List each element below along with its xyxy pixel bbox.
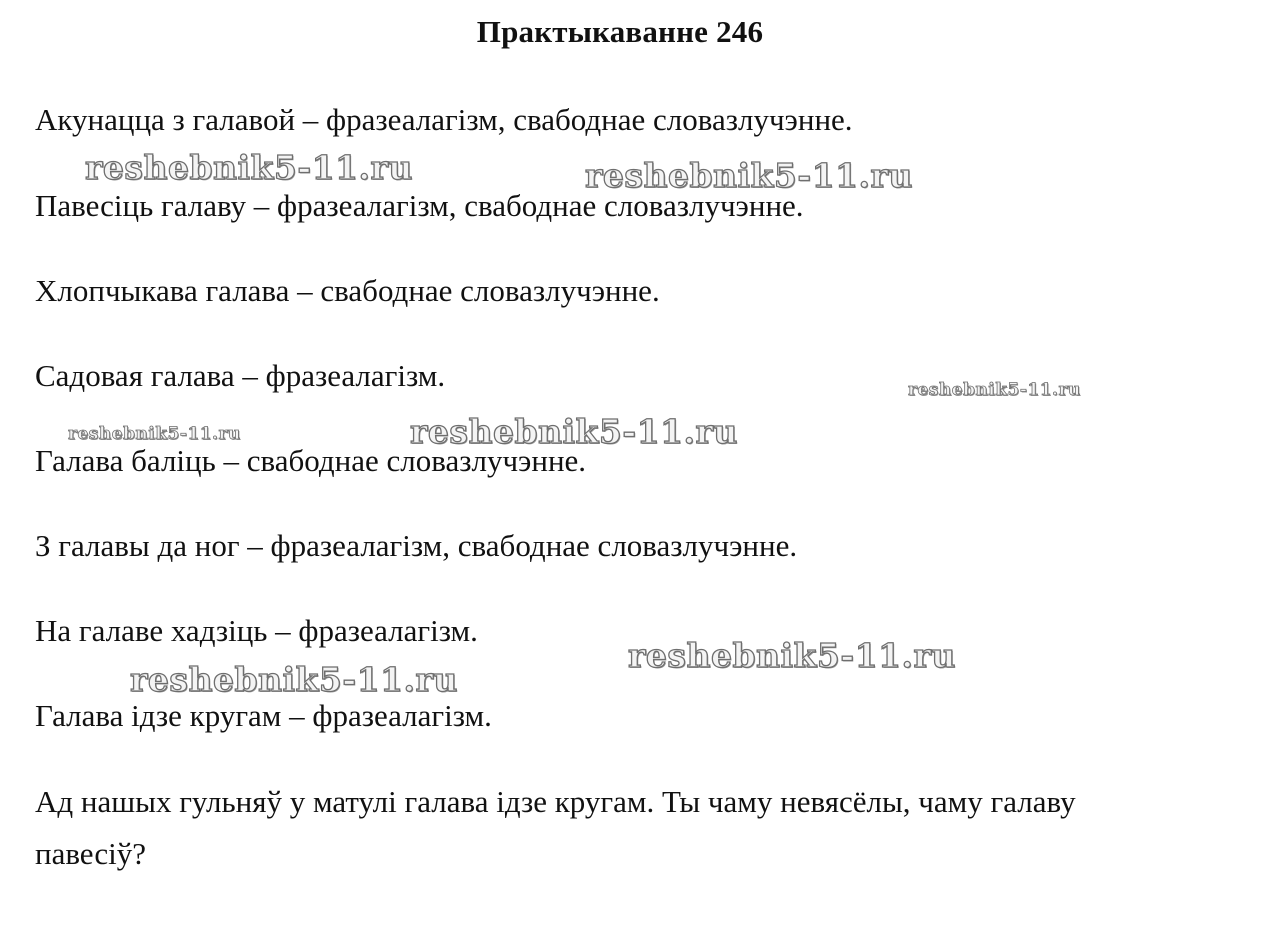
watermark: reshebnik5-11.ru — [585, 156, 913, 195]
text-line: З галавы да ног – фразеалагізм, свабоднае словазлучэнне. — [35, 528, 798, 563]
text-line: Акунацца з галавой – фразеалагізм, свабоднае словазлучэнне. — [35, 102, 853, 137]
watermark: reshebnik5-11.ru — [85, 148, 413, 187]
text-line: Галава ідзе кругам – фразеалагізм. — [35, 698, 492, 733]
text-line: Галава баліць – свабоднае словазлучэнне. — [35, 443, 587, 478]
text-line: Садовая галава – фразеалагізм. — [35, 358, 446, 393]
watermark: reshebnik5-11.ru — [628, 636, 956, 675]
text-line: Хлопчыкава галава – свабоднае словазлучэнне. — [35, 273, 660, 308]
watermark: reshebnik5-11.ru — [410, 412, 738, 451]
text-line: На галаве хадзіць – фразеалагізм. — [35, 613, 478, 648]
text-paragraph: Ад нашых гульняў у матулі галава ідзе кругам. Ты чаму невясёлы, чаму галаву павесіў? — [35, 784, 1076, 871]
watermark: reshebnik5-11.ru — [908, 380, 1081, 400]
page-title: Практыкаванне 246 — [476, 14, 764, 49]
text-line: Павесіць галаву – фразеалагізм, свабоднае словазлучэнне. — [35, 188, 804, 223]
watermark: reshebnik5-11.ru — [68, 424, 241, 444]
watermark: reshebnik5-11.ru — [130, 660, 458, 699]
